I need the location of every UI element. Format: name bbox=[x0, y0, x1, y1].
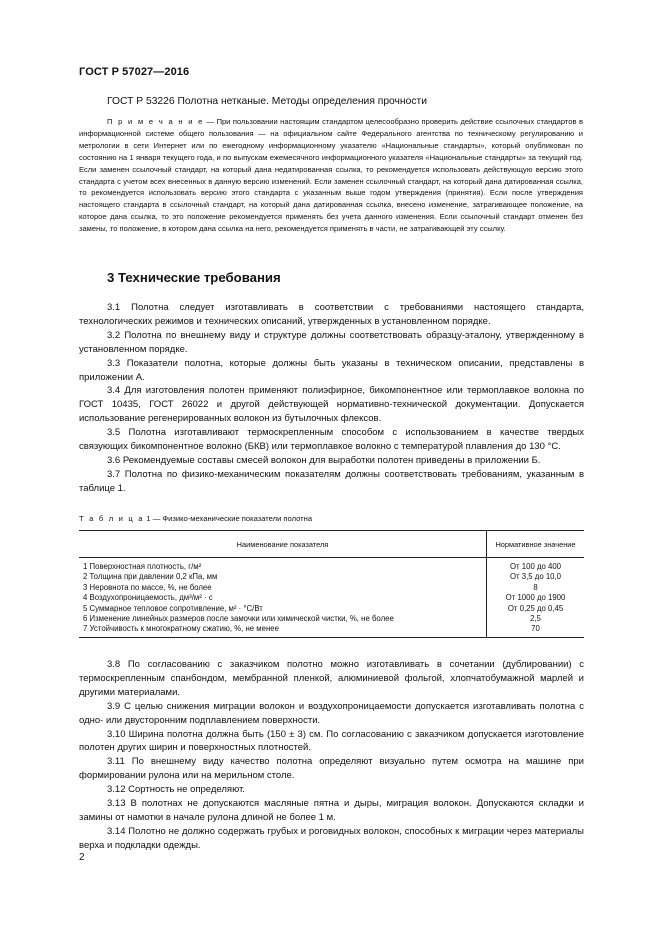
paragraph-3-14: 3.14 Полотно не должно содержать грубых и роговидных волокон, способных к миграции через материалы верха и подкладки одежды. bbox=[79, 825, 584, 851]
table-cell-name: 4 Воздухопроницаемость, дм³/м² · с bbox=[79, 593, 487, 603]
paragraph-3-9: 3.9 С целью снижения миграции волокон и воздухопроницаемости допускается изготавливать полотна с одно- или двусторонним подплавлением поверхности. bbox=[79, 700, 584, 726]
document-header-code: ГОСТ Р 57027—2016 bbox=[79, 66, 190, 78]
paragraph-3-10: 3.10 Ширина полотна должна быть (150 ± 3) см. По согласованию с заказчиком допускается изготовление полотен других ширин и поверхностных плотностей. bbox=[79, 728, 584, 754]
paragraph-3-7: 3.7 Полотна по физико-механическим показателям должны соответствовать требованиям, указанным в таблице 1. bbox=[79, 468, 584, 494]
paragraph-3-4: 3.4 Для изготовления полотен применяют полиэфирное, бикомпонентное или термоплавкое волокна по ГОСТ 10435, ГОСТ 26022 и другой действующей нормативно-технической документации. Допускается использование регенерированных волокон из бутылочных флексов. bbox=[79, 385, 584, 425]
table-header-value: Нормативное значение bbox=[487, 531, 585, 558]
table-cell-value: 2,5 bbox=[530, 614, 541, 624]
properties-table bbox=[79, 530, 584, 638]
table-cell-value: От 0,25 до 0,45 bbox=[507, 603, 564, 613]
table-cell-value: От 100 до 400 bbox=[509, 562, 562, 571]
table-row bbox=[79, 624, 584, 637]
paragraph-3-13: 3.13 В полотнах не допускаются масляные пятна и дыры, миграция волокон. Допускаются складки и замины от намотки в начале рулона длиной не более 1 м. bbox=[79, 798, 584, 823]
section-title: 3 Технические требования bbox=[107, 270, 281, 285]
table-row bbox=[79, 614, 584, 624]
table-cell-value: От 1000 до 1900 bbox=[505, 593, 566, 603]
table-caption-label: Т а б л и ц а bbox=[79, 514, 145, 523]
reference-note bbox=[79, 116, 583, 235]
page-number: 2 bbox=[79, 852, 85, 863]
table-cell-name: 6 Изменение линейных размеров после замочки или химической чистки, %, не более bbox=[79, 614, 487, 624]
normative-reference: ГОСТ Р 53226 Полотна нетканые. Методы определения прочности bbox=[107, 96, 427, 107]
table-row bbox=[79, 572, 584, 582]
paragraph-3-5: 3.5 Полотна изготавливают термоскрепленным способом с использованием в качестве твердых связующих бикомпонентное волокно (БКВ) или термоплавкое волокно с температурой плавления до 130 °С. bbox=[79, 427, 584, 453]
note-label: П р и м е ч а н и е bbox=[107, 117, 204, 126]
paragraph-3-8: 3.8 По согласованию с заказчиком полотно можно изготавливать в сочетании (дублировании) с термоскрепленным спанбондом, мембранной пленкой, алюминиевой фольгой, хлопчатобумажной марлей и другими материалами. bbox=[79, 659, 584, 698]
paragraph-3-3: 3.3 Показатели полотна, которые должны быть указаны в техническом описании, представлены в приложении А. bbox=[79, 357, 584, 383]
table-cell-name: 7 Устойчивость к многократному сжатию, %, не менее bbox=[79, 624, 487, 637]
table-cell-name: 3 Неровнота по массе, %, не более bbox=[79, 583, 487, 593]
table-header-name: Наименование показателя bbox=[79, 531, 487, 558]
paragraph-3-11: 3.11 По внешнему виду качество полотна определяют визуально путем осмотра на машине при формировании рулона или на мерильном столе. bbox=[79, 756, 584, 782]
table-row bbox=[79, 583, 584, 593]
table-cell-value: 8 bbox=[533, 582, 538, 592]
paragraph-3-12: 3.12 Сортность не определяют. bbox=[107, 784, 245, 796]
requirements-after-table bbox=[79, 658, 584, 853]
table-caption bbox=[79, 514, 312, 523]
table-cell-value: От 3,5 до 10,0 bbox=[509, 572, 562, 582]
paragraph-3-2: 3.2 Полотна по внешнему виду и структуре должны соответствовать образцу-эталону, утвержденному в установленном порядке. bbox=[79, 329, 584, 355]
paragraph-3-6: 3.6 Рекомендуемые составы смесей волокон для выработки полотен приведены в приложении Б. bbox=[107, 454, 541, 466]
note-text: — При пользовании настоящим стандартом целесообразно проверить действие ссылочных стандартов в информационной системе общего пользования — на официальном сайте Федерального агентства по техническому регулированию и метрологии в сети Интернет или по ежегодному информационному указателю «Национальные стандарты», который опубликован по состоянию на 1 января текущего года, и по выпускам ежемесячного информационного указателя «Национальные стандарты» за текущий год. Если заменен ссылочный стандарт, на который дана недатированная ссылка, то рекомендуется использовать действующую версию этого стандарта с учетом всех внесенных в данную версию изменений. Если заменен ссылочный стандарт, на который дана датированная ссылка, то рекомендуется использовать версию этого стандарта с указанным выше годом утверждения (принятия). Если после утверждения настоящего стандарта в ссылочный стандарт, на который дана датированная ссылка, внесено изменение, затрагивающее положение, на которое дана ссылка, то это положение рекомендуется применять без учета данного изменения. Если ссылочный стандарт отменен без замены, то положение, в котором дана ссылка на него, рекомендуется применять в части, не затрагивающей эту ссылку. bbox=[79, 117, 583, 234]
table-row bbox=[79, 558, 584, 573]
table-cell-name: 5 Суммарное тепловое сопротивление, м² · °С/Вт bbox=[79, 604, 487, 614]
table-cell-name: 2 Толщина при давлении 0,2 кПа, мм bbox=[79, 572, 487, 582]
table-cell-value: 70 bbox=[487, 624, 585, 637]
table-row bbox=[79, 593, 584, 603]
requirements-before-table bbox=[79, 301, 584, 496]
table-row bbox=[79, 604, 584, 614]
table-header-row bbox=[79, 531, 584, 558]
table-caption-text: 1 — Физико-механические показатели полотна bbox=[144, 514, 313, 523]
table-cell-name: 1 Поверхностная плотность, г/м² bbox=[79, 558, 487, 573]
paragraph-3-1: 3.1 Полотна следует изготавливать в соответствии с требованиями настоящего стандарта, технологических режимов и технических описаний, утвержденных в установленном порядке. bbox=[79, 302, 584, 327]
